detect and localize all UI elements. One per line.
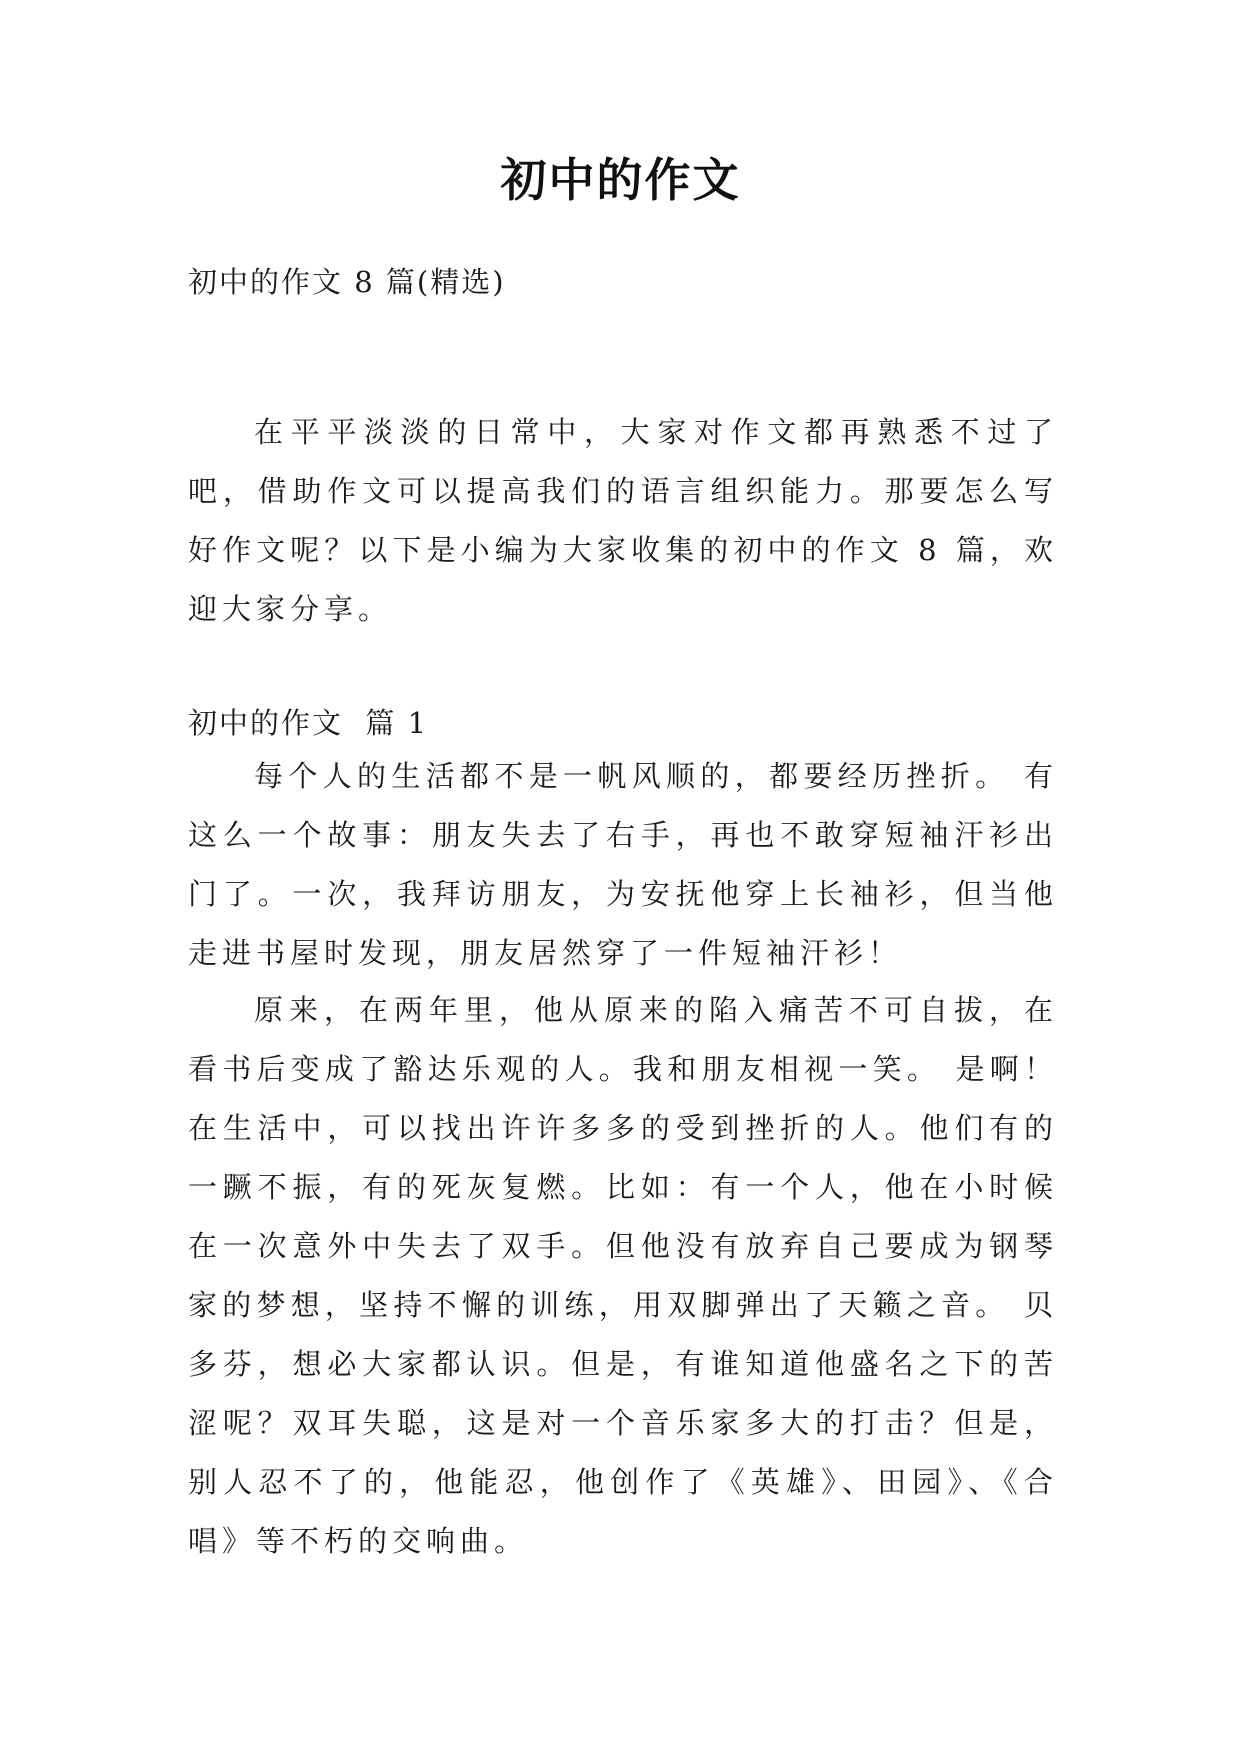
document-subtitle: 初中的作文 8 篇(精选) [188, 265, 506, 299]
essay-heading: 初中的作文 篇 1 [188, 706, 429, 740]
intro-paragraph: 在平平淡淡的日常中，大家对作文都再熟悉不过了吧，借助作文可以提高我们的语言组织能力。那要怎么写好作文呢？以下是小编为大家收集的初中的作文 8 篇，欢迎大家分享。 [188, 415, 1058, 626]
document-title: 初中的作文 [500, 153, 741, 207]
essay-paragraph-2: 原来，在两年里，他从原来的陷入痛苦不可自拔，在看书后变成了豁达乐观的人。我和朋友相视一笑。 是啊！在生活中，可以找出许许多多的受到挫折的人。他们有的一蹶不振，有的死灰复燃。比如：有一个人，他在小时候在一次意外中失去了双手。但他没有放弃自己要成为钢琴家的梦想，坚持不懈的训练，用双脚弹出了天籁之音。 贝多芬，想必大家都认识。但是，有谁知道他盛名之下的苦涩呢？双耳失聪，这是对一个音乐家多大的打击？但是，别人忍不了的，他能忍，他创作了《英雄》、田园》、《合唱》等不朽的交响曲。 [188, 993, 1058, 1558]
essay-paragraph-1: 每个人的生活都不是一帆风顺的，都要经历挫折。 有这么一个故事：朋友失去了右手，再也不敢穿短袖汗衫出门了。一次，我拜访朋友，为安抚他穿上长袖衫，但当他走进书屋时发现，朋友居然穿了一件短袖汗衫！ [188, 759, 1058, 970]
